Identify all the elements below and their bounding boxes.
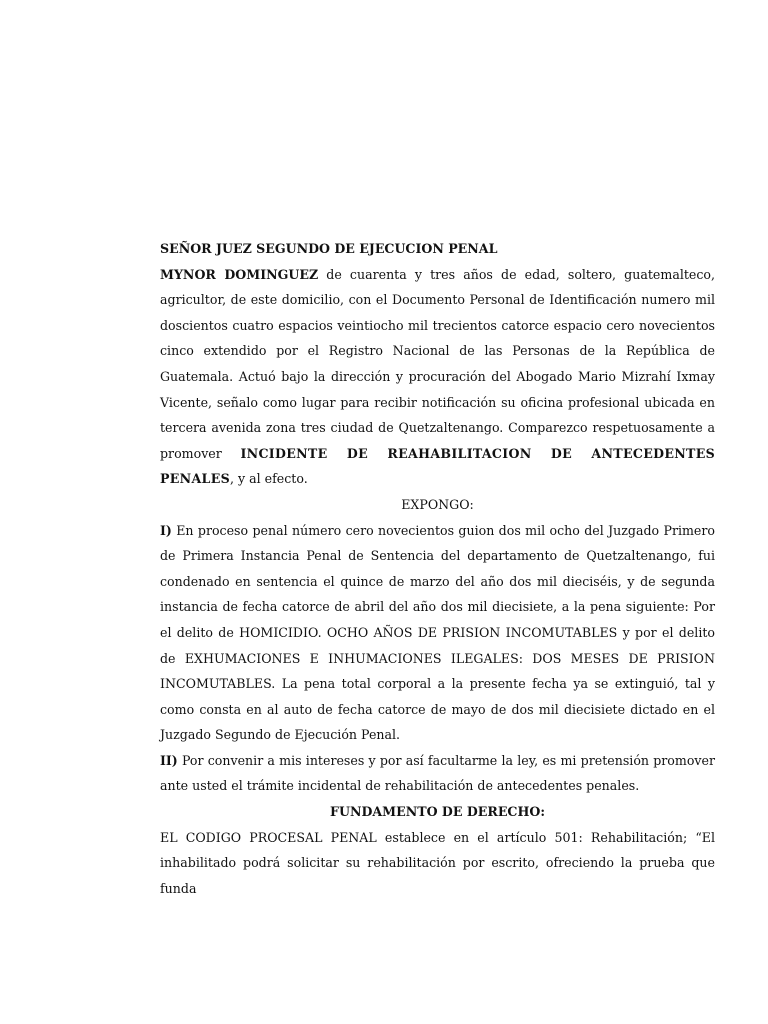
addressee-heading: SEÑOR JUEZ SEGUNDO DE EJECUCION PENAL (160, 241, 498, 256)
section-heading-fundamento: FUNDAMENTO DE DERECHO: (330, 804, 545, 820)
motion-title: INCIDENTE DE REAHABILITACION DE ANTECEDENTES PENALES (160, 445, 715, 487)
point-two-label: II) (160, 752, 178, 768)
document-page (160, 236, 715, 901)
petitioner-name: MYNOR DOMINGUEZ (160, 266, 319, 282)
point-one-paragraph (160, 518, 715, 748)
law-paragraph: EL CODIGO PROCESAL PENAL establece en el artículo 501: Rehabilitación; “El inhabilitado podrá solicitar su rehabilitación por escrito, ofreciendo la prueba que funda (160, 829, 715, 896)
intro-text: de cuarenta y tres años de edad, soltero, guatemalteco, agricultor, de este domicilio, con el Documento Personal de Identificación numero mil doscientos cuatro espacios veintiocho mil trecientos catorce espacio cero novecientos cinco extendido por el Registro Nacional de las Personas de la República de Guatemala. Actuó bajo la dirección y procuración del Abogado Mario Mizrahí Ixmay Vicente, señalo como lugar para recibir notificación su oficina profesional ubicada en tercera avenida zona tres ciudad de Quetzaltenango. Comparezco respetuosamente a promover (160, 266, 716, 461)
intro-paragraph (160, 262, 715, 492)
intro-tail: , y al efecto. (230, 471, 308, 487)
point-one-text: En proceso penal número cero novecientos guion dos mil ocho del Juzgado Primero de Primera Instancia Penal de Sentencia del departamento de Quetzaltenango, fui condenado en sentencia el quince de marzo del año dos mil dieciséis, y de segunda instancia de fecha catorce de abril del año dos mil diecisiete, a la pena siguiente: Por el delito de HOMICIDIO. OCHO AÑOS DE PRISION INCOMUTABLES y por el delito de EXHUMACIONES E INHUMACIONES ILEGALES: DOS MESES DE PRISION INCOMUTABLES. La pena total corporal a la presente fecha ya se extinguió, tal y como consta en al auto de fecha catorce de mayo de dos mil diecisiete dictado en el Juzgado Segundo de Ejecución Penal. (160, 522, 715, 743)
point-two-paragraph (160, 748, 715, 799)
point-two-text: Por convenir a mis intereses y por así facultarme la ley, es mi pretensión promover ante usted el trámite incidental de rehabilitación de antecedentes penales. (160, 752, 715, 794)
section-heading-expongo: EXPONGO: (401, 496, 474, 512)
point-one-label: I) (160, 522, 172, 538)
